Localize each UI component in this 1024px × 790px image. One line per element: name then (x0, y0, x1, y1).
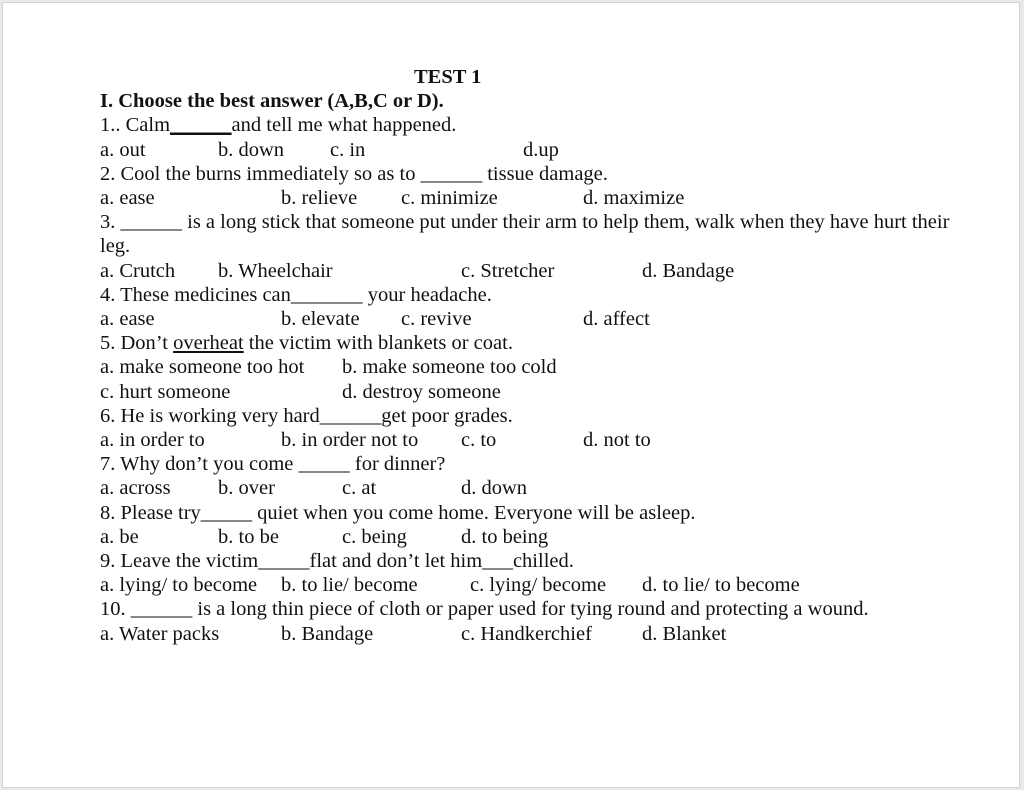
question-text: flat and don’t let him (309, 549, 483, 572)
option-c: c. revive (401, 307, 472, 330)
option-c: c. Stretcher (461, 259, 555, 282)
options-row (100, 138, 980, 162)
option-b: b. relieve (281, 187, 358, 209)
options-row (100, 428, 980, 452)
option-c: c. in (330, 138, 366, 161)
options-row (100, 259, 980, 283)
question-5 (100, 331, 980, 355)
question-2 (100, 162, 980, 186)
option-a: a. ease (100, 187, 155, 209)
question-text: and tell me what happened. (231, 114, 457, 137)
option-d: d. Blanket (642, 622, 727, 645)
option-d: d. down (461, 477, 528, 500)
option-d: d. not to (583, 428, 651, 451)
question-text: 8. Please try (100, 501, 201, 524)
options-row (100, 573, 980, 597)
question-text: quiet when you come home. Everyone will be asleep. (252, 501, 696, 524)
question-text: 6. He is working very hard (100, 404, 320, 427)
question-text: 3. (100, 211, 121, 234)
option-c: c. hurt someone (100, 380, 231, 403)
question-1 (100, 113, 980, 137)
question-text: your headache. (362, 283, 492, 306)
option-a: a. in order to (100, 428, 205, 451)
option-a: a. Crutch (100, 259, 176, 282)
option-c: c. being (342, 525, 407, 548)
options-row (100, 622, 980, 646)
option-b: b. make someone too cold (342, 356, 557, 379)
option-d: d.up (523, 138, 559, 161)
options-row (100, 525, 980, 549)
question-text: tissue damage. (482, 162, 608, 185)
question-text: 5. Don’t (100, 332, 174, 355)
option-b: b. in order not to (281, 428, 419, 451)
test-content (100, 65, 980, 646)
option-a: a. lying/ to become (100, 574, 258, 597)
answer-blank: _____ (200, 501, 253, 524)
answer-blank: _____ (298, 453, 350, 476)
question-8 (100, 501, 980, 525)
option-d: d. to being (461, 525, 549, 548)
options-row (100, 355, 980, 379)
option-b: b. Wheelchair (218, 259, 333, 282)
question-text: the victim with blankets or coat. (243, 332, 513, 355)
option-b: b. Bandage (281, 622, 374, 645)
document-page (2, 2, 1020, 788)
question-text: chilled. (512, 549, 574, 572)
answer-blank: ______ (170, 114, 232, 137)
option-d: d. to lie/ to become (642, 574, 800, 597)
question-9 (100, 549, 980, 573)
question-text: is a long thin piece of cloth or paper used for tying round and protecting a wound. (192, 598, 869, 621)
option-d: d. destroy someone (342, 380, 501, 403)
underlined-word: overheat (173, 332, 244, 355)
answer-blank: _______ (290, 283, 363, 306)
question-6 (100, 404, 980, 428)
option-d: d. Bandage (642, 259, 735, 282)
answer-blank: ______ (120, 211, 182, 234)
question-3 (100, 210, 960, 258)
option-a: a. be (100, 525, 139, 548)
option-a: a. Water packs (100, 622, 220, 645)
question-text: 10. (100, 598, 131, 621)
answer-blank: _____ (258, 549, 310, 572)
option-b: b. to be (218, 525, 279, 548)
question-4 (100, 283, 980, 307)
question-text: 1.. Calm (100, 114, 171, 137)
options-row (100, 380, 980, 404)
option-a: a. across (100, 477, 171, 500)
question-text: 9. Leave the victim (100, 549, 259, 572)
question-text: 7. Why don’t you come (100, 453, 299, 476)
answer-blank: ______ (319, 404, 382, 427)
options-row (100, 476, 980, 500)
option-c: c. Handkerchief (461, 622, 592, 645)
test-title: TEST 1 (414, 66, 482, 88)
option-d: d. affect (583, 307, 650, 330)
option-b: b. to lie/ become (281, 574, 418, 597)
answer-blank: ______ (420, 162, 483, 185)
answer-blank: ___ (482, 549, 513, 572)
answer-blank: ______ (130, 598, 193, 621)
options-row (100, 186, 980, 210)
question-text: is a long stick that someone put under their arm to help them, walk when they have hurt their leg. (100, 211, 950, 258)
option-a: a. make someone too hot (100, 356, 305, 379)
option-b: b. over (218, 477, 275, 500)
instruction-heading: I. Choose the best answer (A,B,C or D). (100, 90, 444, 113)
option-a: a. out (100, 138, 146, 161)
option-c: c. minimize (401, 187, 498, 209)
question-10 (100, 597, 980, 621)
options-row (100, 307, 980, 331)
question-text: get poor grades. (381, 404, 513, 427)
option-b: b. elevate (281, 307, 360, 330)
question-text: 2. Cool the burns immediately so as to (100, 162, 421, 185)
question-text: for dinner? (349, 453, 446, 476)
option-c: c. to (461, 428, 497, 451)
option-c: c. at (342, 477, 377, 500)
option-a: a. ease (100, 307, 155, 330)
question-7 (100, 452, 980, 476)
question-text: 4. These medicines can (100, 283, 291, 306)
option-b: b. down (218, 138, 285, 161)
option-d: d. maximize (583, 187, 685, 209)
option-c: c. lying/ become (470, 574, 607, 597)
